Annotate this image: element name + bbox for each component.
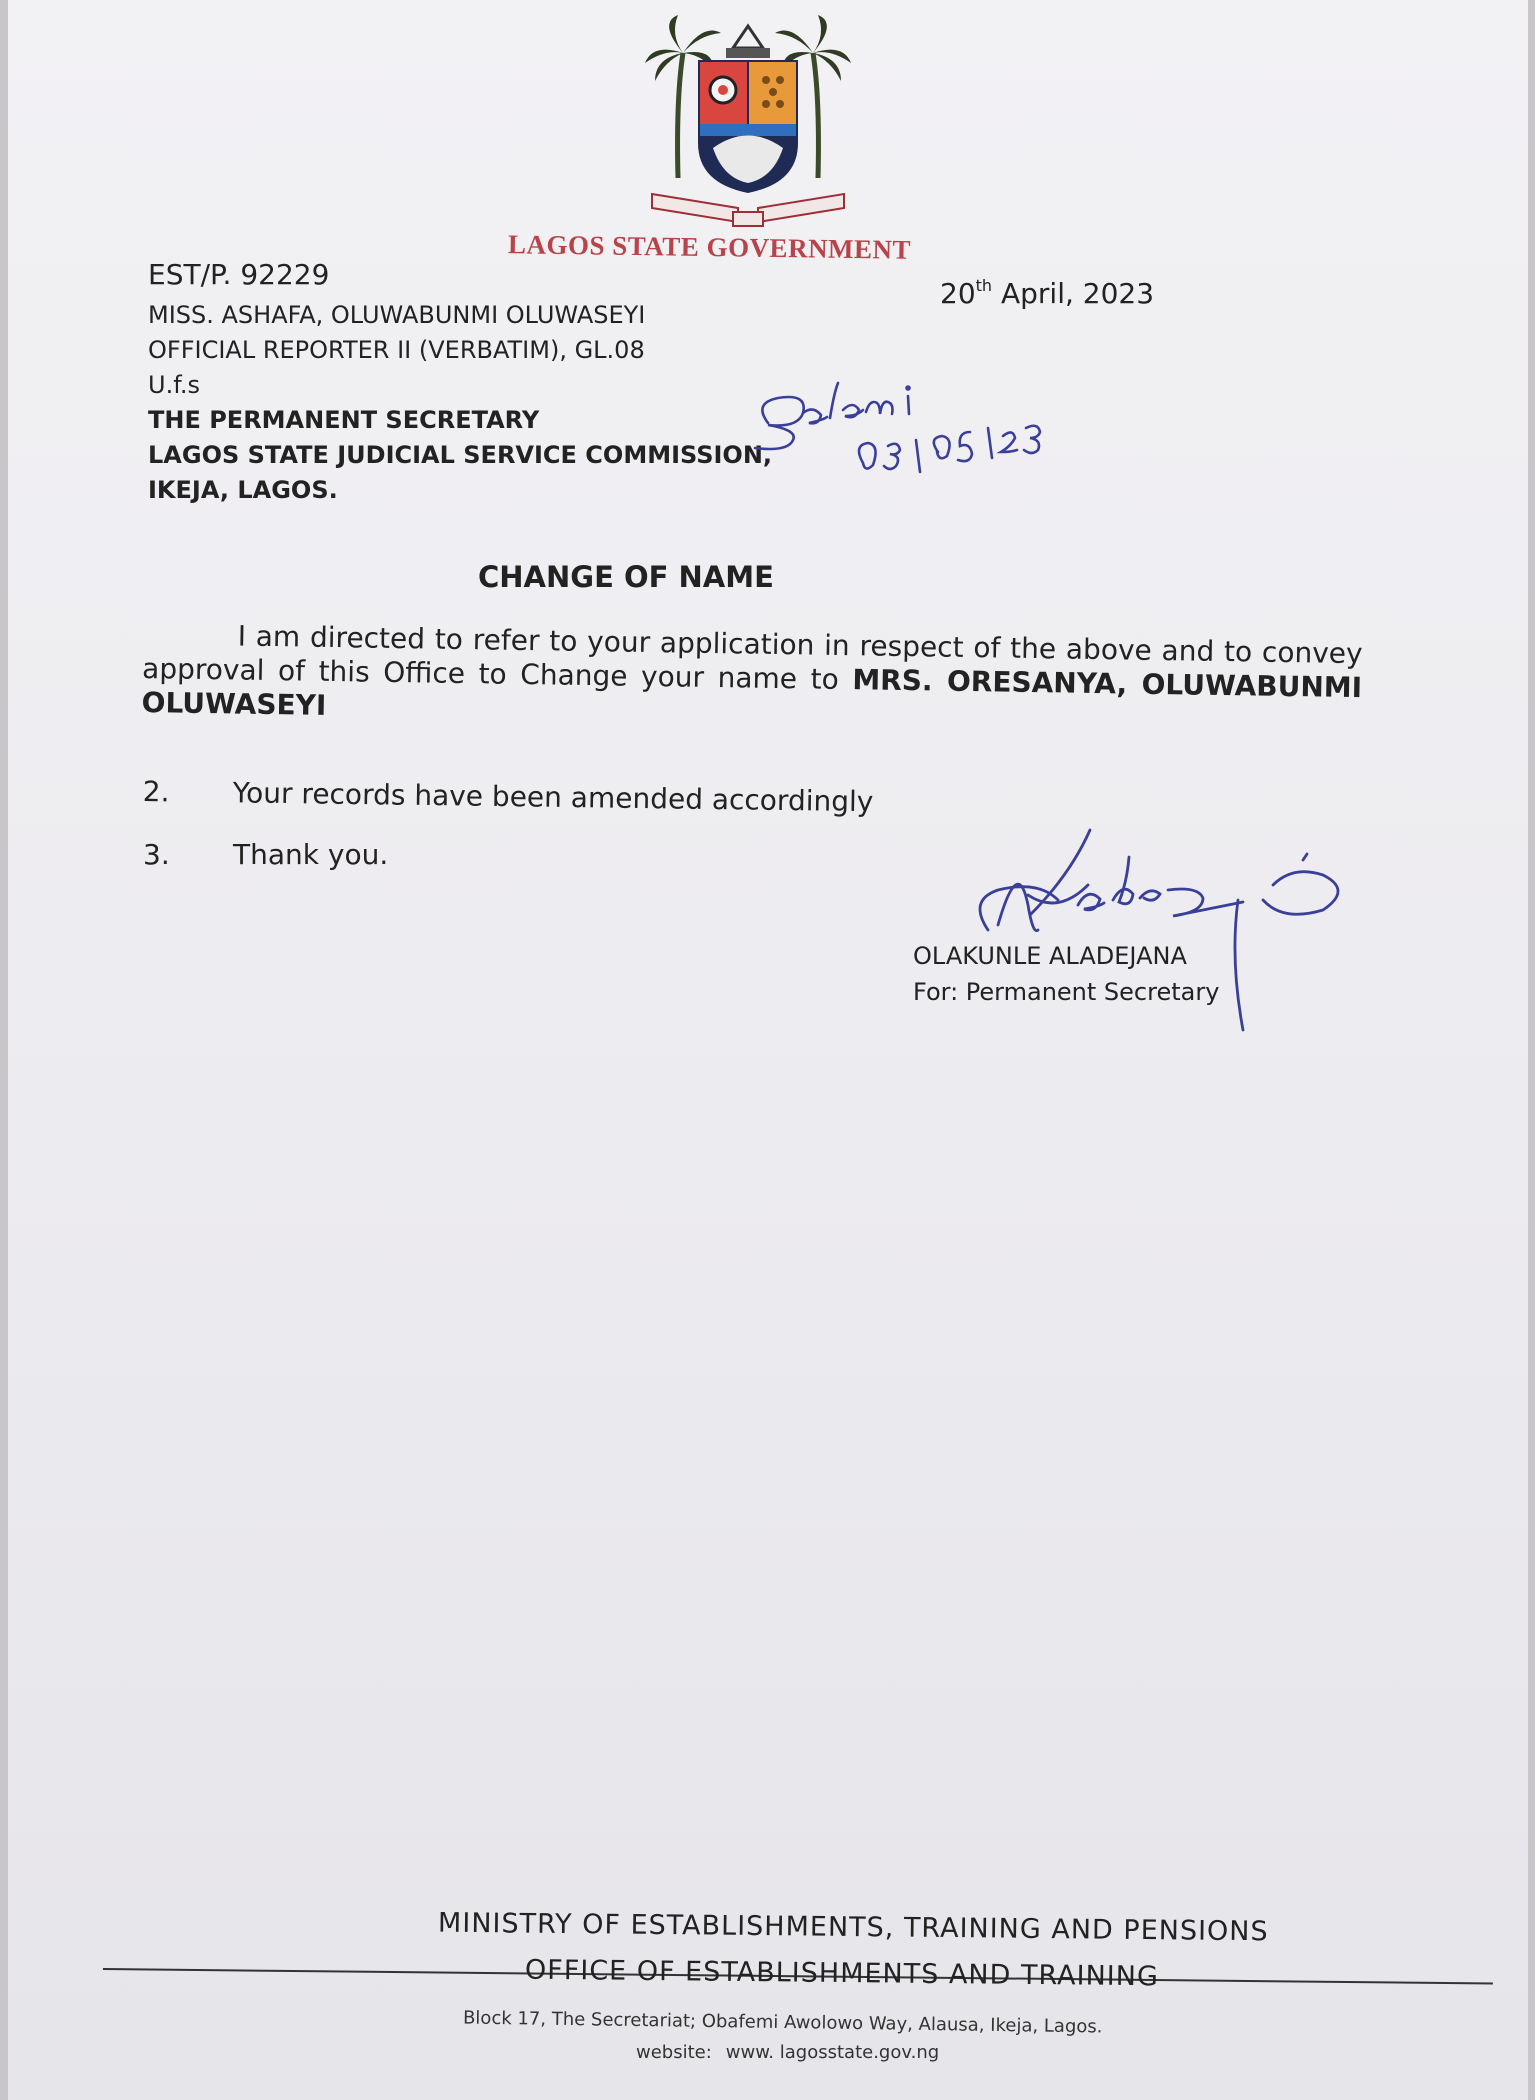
paragraph-1 (141, 618, 1362, 739)
signatory-role: For: Permanent Secretary (913, 978, 1220, 1006)
recipient-name: MISS. ASHAFA, OLUWABUNMI OLUWASEYI (148, 301, 646, 329)
date-suffix: th (975, 276, 993, 295)
letter-date (940, 276, 1154, 310)
date-day: 20 (940, 277, 976, 310)
paragraph-3 (143, 838, 388, 871)
footer-ministry: MINISTRY OF ESTABLISHMENTS, TRAINING AND PENSIONS (437, 1907, 1269, 1948)
letter-page (8, 0, 1528, 2100)
paragraph-2-text: Your records have been amended accordingly (232, 776, 874, 819)
website-label: website: (636, 2042, 712, 2063)
footer-address: Block 17, The Secretariat; Obafemi Awolowo Way, Alausa, Ikeja, Lagos. (462, 2007, 1103, 2038)
via-line-1: THE PERMANENT SECRETARY (148, 406, 540, 434)
date-month-year: April, 2023 (1000, 277, 1155, 310)
website-url: www. lagosstate.gov.ng (725, 2042, 940, 2063)
paragraph-1-new-name: MRS. ORESANYA, OLUWABUNMI OLUWASEYI (141, 663, 1363, 722)
paragraph-1-text: I am directed to refer to your application in respect of the above and to convey approval of this Office to Change your name to (141, 619, 1363, 697)
signatory-block (913, 938, 1219, 1010)
coat-of-arms-icon (638, 8, 858, 228)
reference-number: EST/P. 92229 (148, 258, 330, 291)
ufs-line: U.f.s (148, 371, 201, 399)
via-line-2: LAGOS STATE JUDICIAL SERVICE COMMISSION, (148, 441, 773, 469)
footer-office: OFFICE OF ESTABLISHMENTS AND TRAINING (524, 1954, 1160, 1993)
signatory-name: OLAKUNLE ALADEJANA (913, 942, 1187, 970)
paragraph-3-number: 3. (143, 838, 170, 871)
government-title: LAGOS STATE GOVERNMENT (507, 229, 912, 265)
paragraph-3-text: Thank you. (233, 838, 389, 871)
paragraph-2 (143, 775, 874, 818)
via-line-3: IKEJA, LAGOS. (148, 476, 338, 504)
paragraph-2-number: 2. (142, 775, 170, 809)
recipient-title: OFFICIAL REPORTER II (VERBATIM), GL.08 (148, 336, 645, 364)
subject-heading: CHANGE OF NAME (478, 560, 774, 594)
handwritten-annotation (748, 368, 1098, 498)
footer-website (636, 2042, 939, 2063)
address-block (148, 298, 772, 508)
